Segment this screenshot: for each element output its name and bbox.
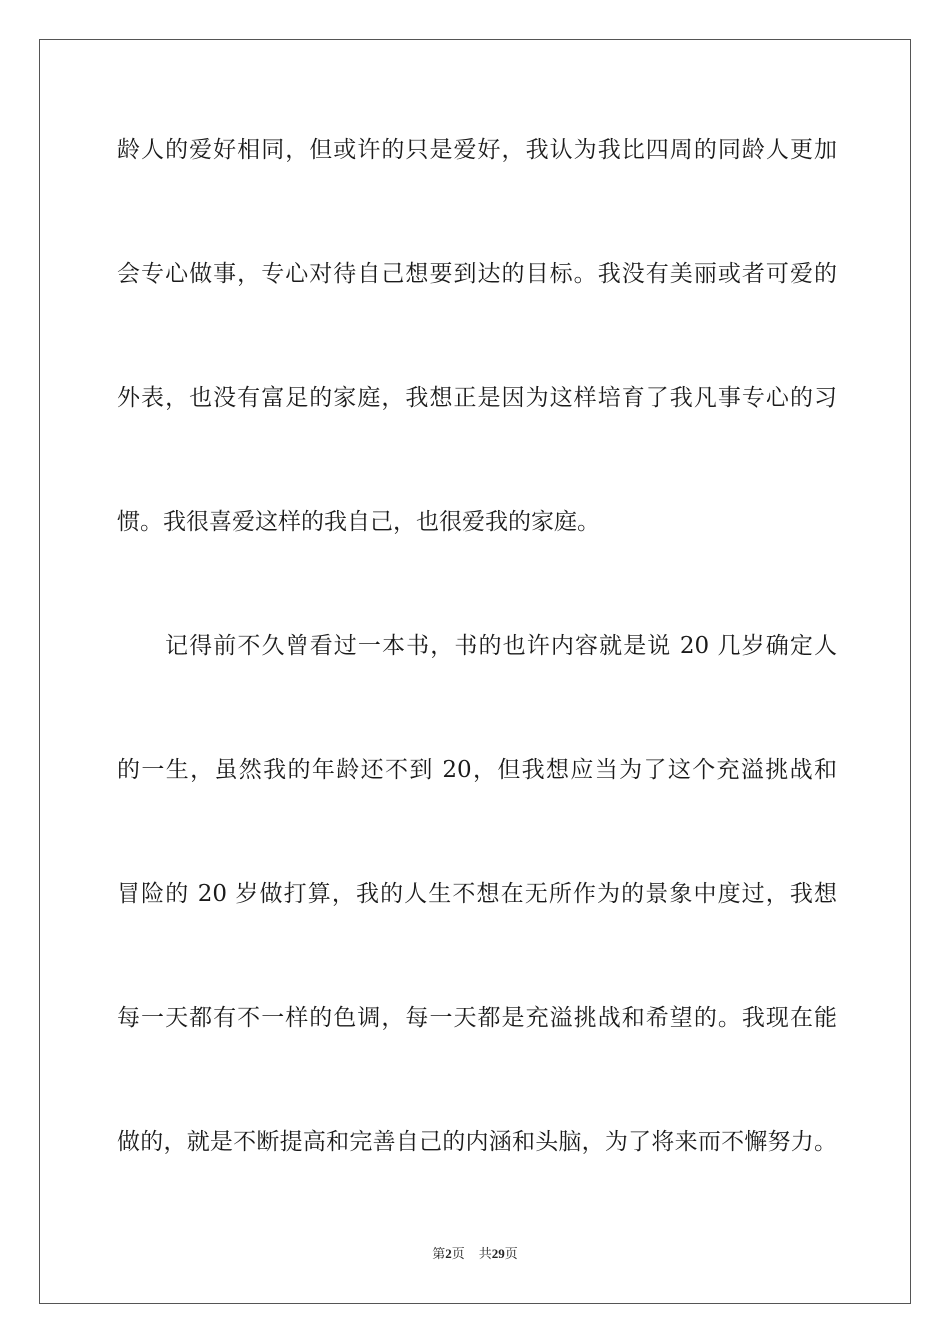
page-footer xyxy=(0,1244,950,1265)
footer-total-suffix: 页 xyxy=(504,1247,518,1262)
footer-total-prefix: 共 xyxy=(478,1247,492,1262)
body-line-8: 每一天都有不一样的色调，每一天都是充溢挑战和希望的。我现在能 xyxy=(117,1005,837,1031)
footer-page-suffix: 页 xyxy=(451,1247,465,1262)
footer-total-pages: 29 xyxy=(491,1246,505,1261)
footer-page-number: 2 xyxy=(445,1246,452,1261)
body-line-2: 会专心做事，专心对待自己想要到达的目标。我没有美丽或者可爱的 xyxy=(117,261,837,287)
body-line-9: 做的，就是不断提高和完善自己的内涵和头脑，为了将来而不懈努力。 xyxy=(117,1129,837,1155)
body-line-6: 的一生，虽然我的年龄还不到 20，但我想应当为了这个充溢挑战和 xyxy=(117,757,837,783)
page-border xyxy=(39,39,911,1304)
body-line-1: 龄人的爱好相同，但或许的只是爱好，我认为我比四周的同龄人更加 xyxy=(117,137,837,163)
body-line-7: 冒险的 20 岁做打算，我的人生不想在无所作为的景象中度过，我想 xyxy=(117,881,837,907)
footer-page-prefix: 第 xyxy=(432,1247,446,1262)
body-line-4: 惯。我很喜爱这样的我自己，也很爱我的家庭。 xyxy=(117,509,600,535)
body-line-5: 记得前不久曾看过一本书，书的也许内容就是说 20 几岁确定人 xyxy=(165,633,837,659)
body-line-3: 外表，也没有富足的家庭，我想正是因为这样培育了我凡事专心的习 xyxy=(117,385,837,411)
